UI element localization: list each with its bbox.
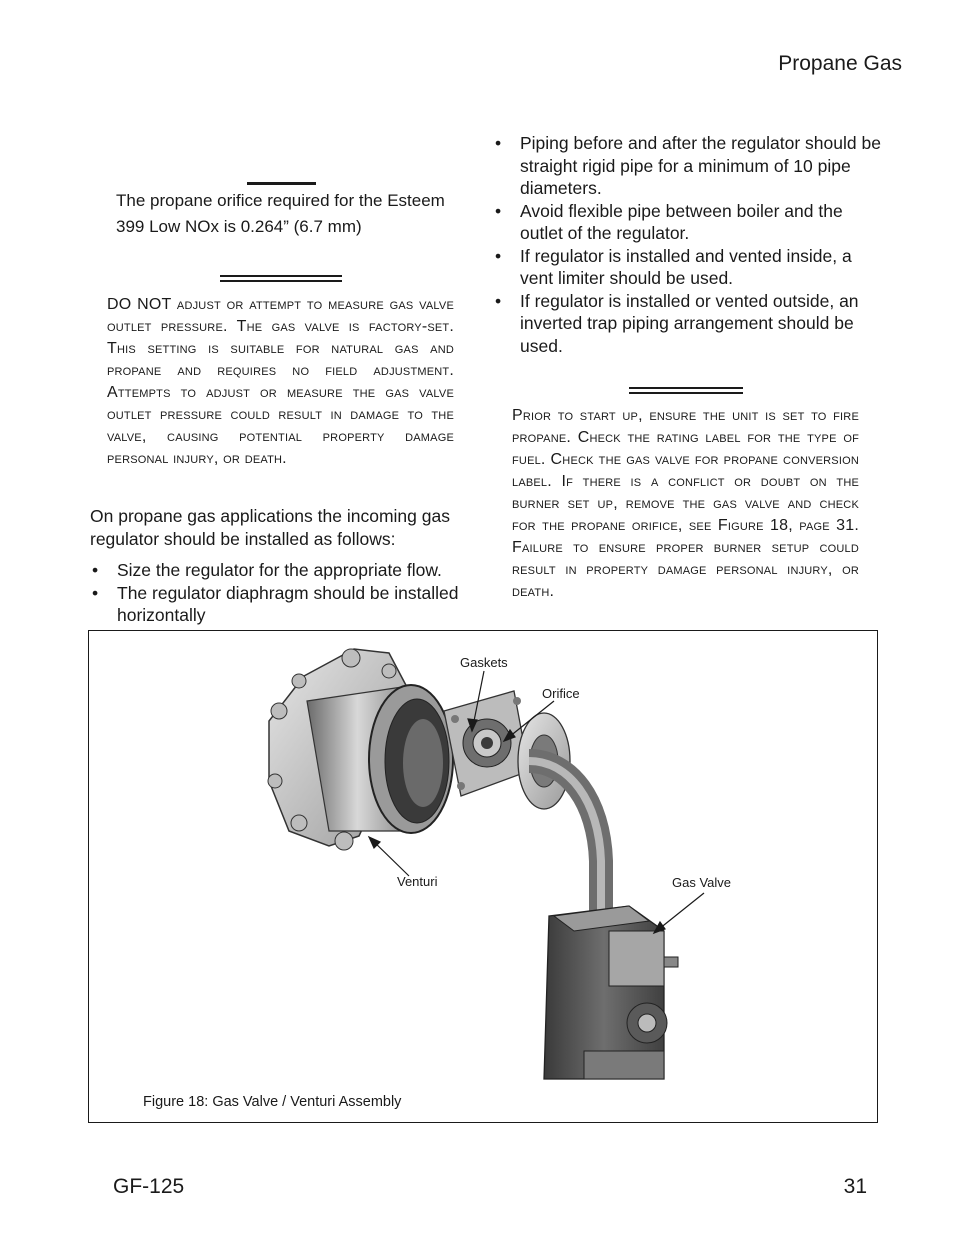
note-rule — [247, 182, 316, 185]
venturi-tube — [307, 685, 453, 833]
figure-caption: Figure 18: Gas Valve / Venturi Assembly — [143, 1094, 402, 1110]
page-number: 31 — [843, 1175, 867, 1198]
venturi-label: Venturi — [397, 874, 438, 889]
gas-valve-venturi-illustration — [89, 631, 877, 1122]
list-item: • The regulator diaphragm should be installed horizontally — [92, 582, 459, 625]
list-item: • Avoid flexible pipe between boiler and the outlet of the regulator. — [495, 200, 843, 243]
warning-rule-left — [220, 275, 342, 282]
list-item: • Size the regulator for the appropriate flow. — [92, 560, 442, 580]
regulator-bullets-right — [493, 132, 883, 357]
warning-text-left: DO NOT adjust or attempt to measure gas valve outlet pressure. The gas valve is factory-set. This setting is suitable for natural gas and propane and requires no field adjustment. Attempts to adjust or measure the gas valve outlet pressure could result in damage to the valve, causing potential property damage personal injury, or death. — [107, 296, 454, 467]
gasket-plate — [444, 691, 529, 796]
regulator-bullets-left — [90, 559, 470, 627]
gaskets-label: Gaskets — [460, 655, 508, 670]
list-item: • If regulator is installed and vented inside, a vent limiter should be used. — [495, 245, 852, 288]
footer-model: GF-125 — [113, 1175, 185, 1198]
list-item: • Piping before and after the regulator should be straight rigid pipe for a minimum of 10 pipe diameters. — [495, 133, 881, 198]
figure-box — [88, 630, 878, 1123]
warning-text-right: Prior to start up, ensure the unit is set to fire propane. Check the rating label for the type of fuel. Check the gas valve for propane conversion label. If there is a conflict or doubt on the burner set up, remove the gas valve and check for the propane orifice, see Figure 18, page 31. Failure to ensure proper burner setup could result in property damage personal injury, or death. — [512, 407, 859, 600]
section-title: Propane Gas — [778, 52, 902, 75]
orifice-label: Orifice — [542, 686, 580, 701]
regulator-intro: On propane gas applications the incoming gas regulator should be installed as follows: — [90, 506, 450, 549]
warning-rule-right — [629, 387, 743, 394]
orifice-note: The propane orifice required for the Esteem 399 Low NOx is 0.264” (6.7 mm) — [116, 191, 445, 236]
gas-valve-label: Gas Valve — [672, 875, 732, 890]
list-item: • If regulator is installed or vented outside, an inverted trap piping arrangement should be used. — [495, 290, 859, 356]
